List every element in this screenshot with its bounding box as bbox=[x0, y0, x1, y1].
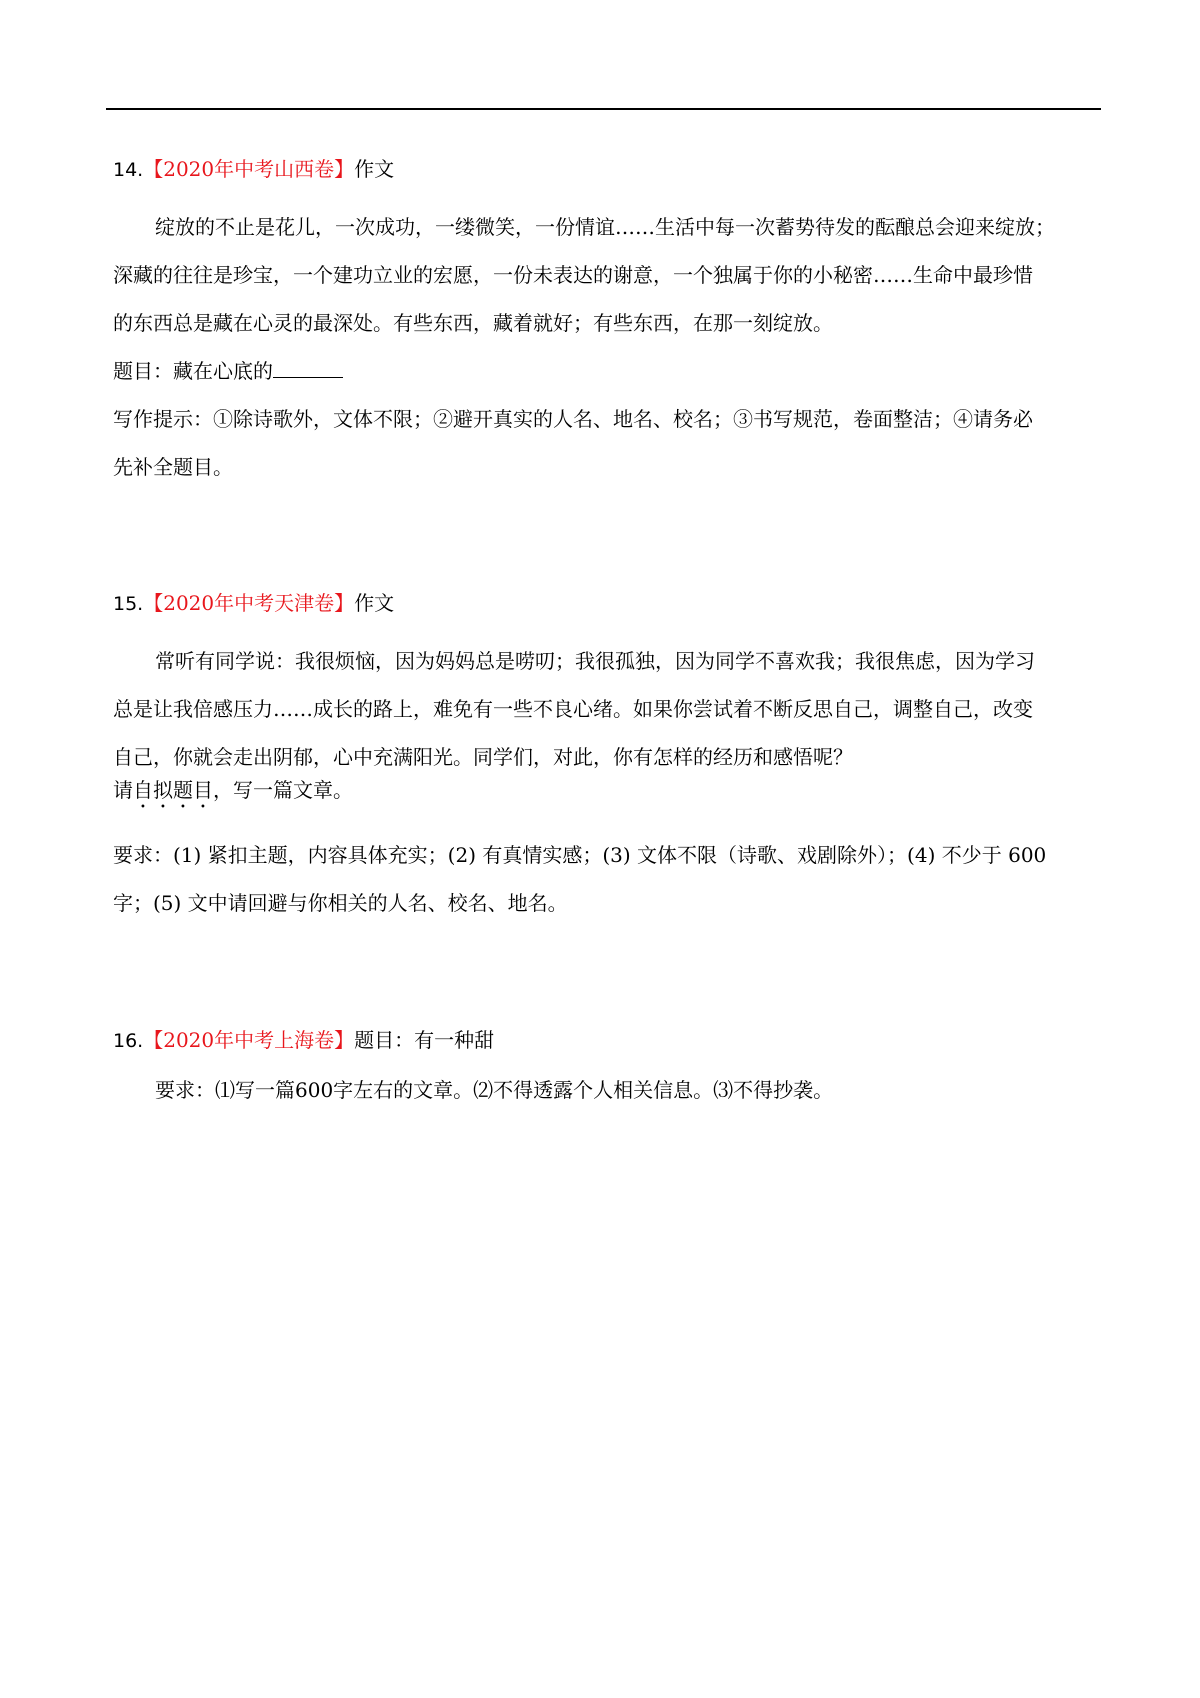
question-number: 14. bbox=[113, 159, 144, 181]
prompt-line: 总是让我倍感压力……成长的路上，难免有一些不良心绪。如果你尝试着不断反思自己，调整自己，改变 bbox=[113, 697, 1033, 721]
question-source: 【2020年中考天津卷】 bbox=[143, 591, 355, 615]
title-line bbox=[113, 347, 1103, 395]
tips-line: 写作提示：①除诗歌外，文体不限；②避开真实的人名、地名、校名；③书写规范，卷面整洁；④请务必 bbox=[113, 407, 1033, 431]
requirements-line: 字；(5) 文中请回避与你相关的人名、校名、地名。 bbox=[113, 891, 568, 915]
prompt-line: 绽放的不止是花儿，一次成功，一缕微笑，一份情谊……生活中每一次蓄势待发的酝酿总会迎来绽放； bbox=[155, 215, 1055, 239]
emphasized-text: 自拟题目 bbox=[133, 778, 213, 802]
question-number: 15. bbox=[113, 593, 144, 615]
question-source: 【2020年中考上海卷】 bbox=[143, 1028, 355, 1052]
question-source: 【2020年中考山西卷】 bbox=[143, 157, 355, 181]
question-number: 16. bbox=[113, 1030, 144, 1052]
prompt-line: 自己，你就会走出阴郁，心中充满阳光。同学们，对此，你有怎样的经历和感悟呢？ bbox=[113, 745, 853, 769]
question-14-heading bbox=[113, 154, 1103, 185]
question-16 bbox=[113, 1025, 1103, 1114]
tips-line: 先补全题目。 bbox=[113, 455, 233, 479]
question-type: 作文 bbox=[354, 591, 395, 615]
prompt-line: 常听有同学说：我很烦恼，因为妈妈总是唠叨；我很孤独，因为同学不喜欢我；我很焦虑，因为学习 bbox=[155, 649, 1035, 673]
instruction-post: ，写一篇文章。 bbox=[213, 778, 353, 802]
question-15-heading bbox=[113, 588, 1103, 619]
instruction-pre: 请 bbox=[113, 778, 133, 802]
prompt-line: 的东西总是藏在心灵的最深处。有些东西，藏着就好；有些东西，在那一刻绽放。 bbox=[113, 311, 833, 335]
title-blank bbox=[273, 357, 343, 378]
requirements-line: 要求：⑴写一篇600字左右的文章。⑵不得透露个人相关信息。⑶不得抄袭。 bbox=[155, 1078, 834, 1102]
question-type: 题目：有一种甜 bbox=[354, 1028, 495, 1052]
requirements-line: 要求：(1) 紧扣主题，内容具体充实；(2) 有真情实感；(3) 文体不限（诗歌、戏剧除外）；(4) 不少于 600 bbox=[113, 843, 1047, 867]
question-type: 作文 bbox=[354, 157, 395, 181]
header-rule bbox=[106, 108, 1101, 110]
question-14 bbox=[113, 154, 1103, 491]
prompt-line: 深藏的往往是珍宝，一个建功立业的宏愿，一份未表达的谢意，一个独属于你的小秘密……生命中最珍惜 bbox=[113, 263, 1033, 287]
title-prefix: 题目：藏在心底的 bbox=[113, 359, 273, 383]
question-16-heading bbox=[113, 1025, 1103, 1056]
question-15 bbox=[113, 588, 1103, 927]
